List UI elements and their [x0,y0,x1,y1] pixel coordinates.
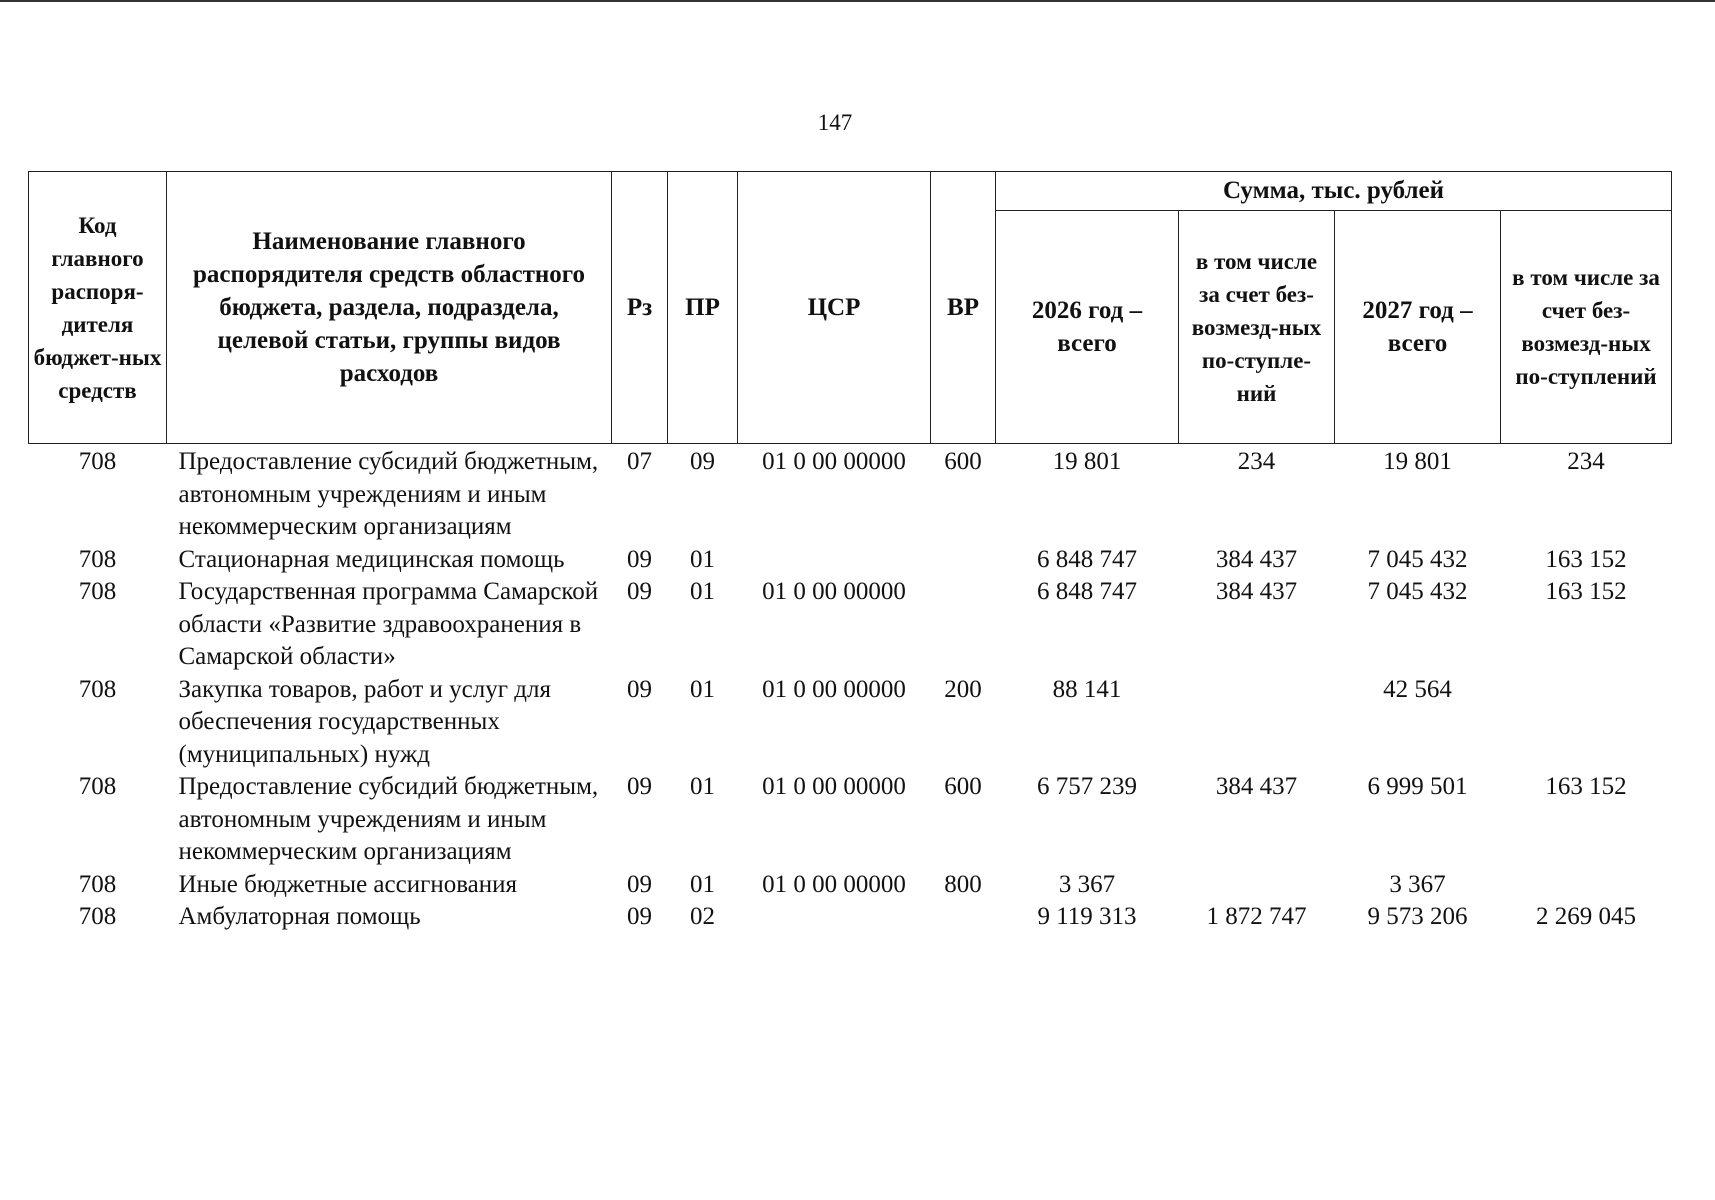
cell-code: 708 [78,448,117,475]
cell-2027-total: 7 045 432 [1367,578,1468,605]
cell-2026-grants: 384 437 [1215,773,1298,800]
cell-2027-total: 6 999 501 [1367,773,1468,800]
cell-2027-total: 42 564 [1383,675,1452,703]
header-code: Код главного распоря-дителя бюджет-ных средств [29,172,167,444]
cell-vr: 600 [944,773,982,800]
cell-name: Государственная программа Самарской области «Развитие здравоохранения в Самарской области» [178,578,599,670]
cell-rz: 09 [627,675,652,703]
cell-name: Амбулаторная помощь [178,903,421,930]
table-row [29,901,1672,934]
cell-code: 708 [78,578,117,605]
cell-pr: 01 [690,675,715,703]
header-2026-grants: в том числе за счет без-возмезд-ных по-ступле-ний [1179,211,1335,444]
header-2026-total: 2026 год – всего [996,211,1179,444]
cell-2027-grants: 163 152 [1545,578,1627,605]
cell-csr [738,901,931,934]
header-pr: ПР [668,172,738,444]
cell-code: 708 [78,675,117,703]
cell-2027-grants: 234 [1567,448,1605,475]
cell-2026-total: 88 141 [1052,675,1122,703]
cell-2026-grants: 384 437 [1215,545,1298,573]
table-row [29,576,1672,674]
cell-2026-total: 6 848 747 [1037,578,1137,605]
cell-name: Предоставление субсидий бюджетным, автономным учреждениям и иным некоммерческим организациям [178,448,599,540]
cell-2026-total: 19 801 [1052,448,1122,475]
cell-rz: 09 [627,773,652,800]
cell-csr: 01 0 00 00000 [762,675,906,703]
cell-2027-grants: 2 269 045 [1536,903,1637,930]
cell-2027-total: 9 573 206 [1367,903,1468,930]
cell-rz: 09 [627,870,652,898]
cell-2027-grants [1501,869,1672,902]
header-2027-total: 2027 год – всего [1335,211,1501,444]
cell-2027-total: 3 367 [1389,870,1446,898]
cell-2026-grants [1179,869,1335,902]
cell-2027-grants [1501,674,1672,772]
header-vr: ВР [931,172,996,444]
cell-code: 708 [78,870,117,898]
cell-2026-total: 9 119 313 [1037,903,1137,930]
cell-2026-total: 6 848 747 [1037,545,1137,573]
cell-csr: 01 0 00 00000 [762,773,906,800]
budget-table [28,171,1672,934]
cell-2026-grants: 384 437 [1215,578,1298,605]
table-row [29,771,1672,869]
page-number: 147 [817,110,853,135]
cell-pr: 01 [690,870,715,898]
cell-vr [931,544,996,577]
cell-pr: 01 [690,545,715,573]
cell-name: Иные бюджетные ассигнования [178,870,518,898]
cell-2026-total: 3 367 [1058,870,1116,898]
cell-2026-grants [1179,674,1335,772]
cell-2027-grants: 163 152 [1545,773,1627,800]
header-name: Наименование главного распорядителя средств областного бюджета, раздела, подраздела, целевой статьи, группы видов расходов [167,172,612,444]
cell-2026-total: 6 757 239 [1037,773,1137,800]
table-row [29,674,1672,772]
cell-name: Стационарная медицинская помощь [178,545,565,573]
cell-2027-total: 19 801 [1383,448,1452,475]
cell-rz: 09 [627,903,652,930]
cell-2026-grants: 1 872 747 [1206,903,1307,930]
top-rule [0,0,1715,2]
cell-2026-grants: 234 [1237,448,1276,475]
cell-name: Закупка товаров, работ и услуг для обеспечения государственных (муниципальных) нужд [178,675,551,768]
table-body [29,444,1672,934]
cell-vr [931,576,996,674]
header-sum-group: Сумма, тыс. рублей [996,172,1672,211]
cell-csr: 01 0 00 00000 [762,870,906,898]
cell-vr [931,901,996,934]
cell-pr: 02 [690,903,715,930]
cell-vr: 200 [944,675,982,703]
cell-vr: 800 [944,870,982,898]
cell-2027-total: 7 045 432 [1367,545,1468,573]
header-csr: ЦСР [738,172,931,444]
cell-pr: 09 [690,448,715,475]
cell-vr: 600 [944,448,982,475]
cell-code: 708 [78,545,117,573]
table-row [29,544,1672,577]
table-header [29,172,1672,444]
table-row [29,869,1672,902]
table-row [29,444,1672,544]
cell-csr: 01 0 00 00000 [762,448,906,475]
cell-code: 708 [78,773,117,800]
cell-2027-grants: 163 152 [1545,545,1627,573]
header-rz: Рз [612,172,668,444]
header-2027-grants: в том числе за счет без-возмезд-ных по-ступлений [1501,211,1672,444]
cell-name: Предоставление субсидий бюджетным, автономным учреждениям и иным некоммерческим организациям [178,773,599,865]
cell-csr: 01 0 00 00000 [762,578,906,605]
cell-pr: 01 [690,578,715,605]
cell-code: 708 [78,903,117,930]
cell-rz: 09 [627,578,652,605]
cell-rz: 07 [627,448,652,475]
cell-rz: 09 [627,545,652,573]
cell-csr [738,544,931,577]
cell-pr: 01 [690,773,715,800]
